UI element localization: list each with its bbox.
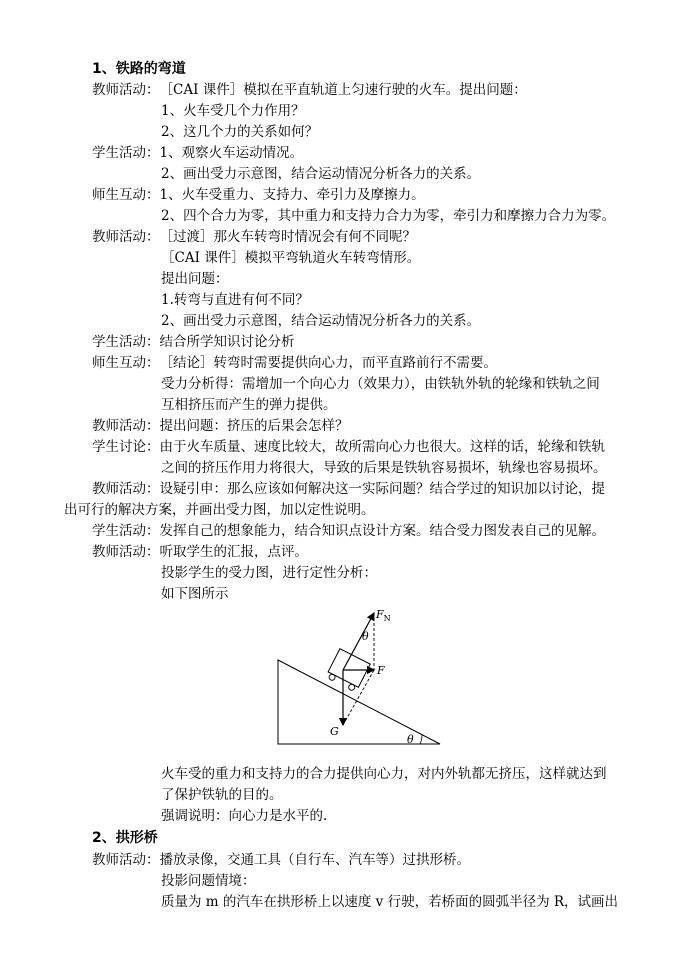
role-label: 师生互动： bbox=[92, 187, 160, 203]
line-text: 设疑引申：那么应该如何解决这一实际问题？结合学过的知识加以讨论，提 bbox=[159, 481, 605, 497]
line-text: 提出问题：挤压的后果会怎样？ bbox=[159, 418, 349, 434]
line-text: 1、观察火车运动情况。 bbox=[159, 145, 304, 161]
line-text: 发挥自己的想象能力，结合知识点设计方案。结合受力图发表自己的见解。 bbox=[159, 523, 605, 539]
role-label: 教师活动： bbox=[92, 481, 160, 497]
line-text: ［过渡］那火车转弯时情况会有何不同呢？ bbox=[159, 229, 416, 245]
line-teacher-3 bbox=[92, 416, 349, 436]
line-student-3 bbox=[92, 521, 605, 541]
heading-arch-bridge: 2、拱形桥 bbox=[92, 830, 158, 846]
line-student-1 bbox=[92, 143, 303, 163]
role-label: 学生讨论： bbox=[92, 439, 160, 455]
role-label: 学生活动： bbox=[92, 145, 160, 161]
line-teacher-6b: 投影问题情境： bbox=[161, 873, 256, 889]
label-theta-top: θ bbox=[362, 630, 369, 643]
train-block bbox=[325, 649, 370, 693]
role-label: 教师活动： bbox=[92, 418, 160, 434]
line-text: 结合所学知识讨论分析 bbox=[159, 334, 295, 350]
heading-railway-curve: 1、铁路的弯道 bbox=[92, 61, 186, 77]
conclusion-line-2: 了保护铁轨的目的。 bbox=[161, 787, 283, 803]
question-1: 1、火车受几个力作用？ bbox=[161, 103, 305, 119]
line-teacher-5b: 投影学生的受力图，进行定性分析： bbox=[161, 565, 377, 581]
line-text: ［结论］转弯时需要提供向心力，而平直路前行不需要。 bbox=[159, 355, 497, 371]
conclusion-line-3: 强调说明：向心力是水平的. bbox=[161, 808, 328, 824]
label-g: G bbox=[330, 725, 339, 738]
line-text: 由于火车质量、速度比较大，故所需向心力也很大。这样的话，轮缘和铁轨 bbox=[159, 439, 605, 455]
label-fn: $F_N$ bbox=[376, 608, 391, 623]
line-interaction-1b: 2、四个合力为零，其中重力和支持力合力为零，牵引力和摩擦力合力为零。 bbox=[161, 208, 616, 224]
line-teacher-2c: 提出问题： bbox=[161, 271, 229, 287]
role-label: 教师活动： bbox=[92, 82, 160, 98]
role-label: 教师活动： bbox=[92, 852, 160, 868]
line-teacher-2e: 2、画出受力示意图，结合运动情况分析各力的关系。 bbox=[161, 313, 481, 329]
line-student-discuss-b: 之间的挤压作用力将很大，导致的后果是铁轨容易损坏，轨缘也容易损坏。 bbox=[161, 460, 607, 476]
line-interaction-2c: 互相挤压而产生的弹力提供。 bbox=[161, 397, 337, 413]
line-teacher-2 bbox=[92, 227, 416, 247]
role-label: 教师活动： bbox=[92, 229, 160, 245]
line-teacher-1 bbox=[92, 80, 527, 100]
force-diagram bbox=[270, 602, 450, 752]
label-theta-bottom: θ bbox=[407, 733, 414, 746]
line-interaction-2b: 受力分析得：需增加一个向心力（效果力），由铁轨外轨的轮缘和铁轨之间 bbox=[161, 376, 600, 392]
line-teacher-4b: 出可行的解决方案，并画出受力图，加以定性说明。 bbox=[64, 502, 375, 518]
line-teacher-6 bbox=[92, 850, 470, 870]
line-teacher-5c: 如下图所示 bbox=[161, 586, 229, 602]
question-2: 2、这几个力的关系如何？ bbox=[161, 124, 319, 140]
line-text: 播放录像，交通工具（自行车、汽车等）过拱形桥。 bbox=[159, 852, 470, 868]
line-student-1b: 2、画出受力示意图，结合运动情况分析各力的关系。 bbox=[161, 166, 481, 182]
label-f: F bbox=[377, 664, 385, 677]
line-text: 1、火车受重力、支持力、牵引力及摩擦力。 bbox=[159, 187, 425, 203]
line-interaction-2 bbox=[92, 353, 497, 373]
line-teacher-2d: 1.转弯与直进有何不同？ bbox=[161, 292, 309, 308]
role-label: 学生活动： bbox=[92, 523, 160, 539]
line-teacher-5 bbox=[92, 542, 308, 562]
line-student-2 bbox=[92, 332, 295, 352]
line-teacher-6c: 质量为 m 的汽车在拱形桥上以速度 v 行驶，若桥面的圆弧半径为 R，试画出 bbox=[161, 894, 619, 910]
line-teacher-4 bbox=[92, 479, 605, 499]
theta-arc bbox=[420, 735, 422, 744]
line-text: 听取学生的汇报，点评。 bbox=[159, 544, 308, 560]
line-interaction-1 bbox=[92, 185, 425, 205]
role-label: 学生活动： bbox=[92, 334, 160, 350]
role-label: 教师活动： bbox=[92, 544, 160, 560]
line-text: ［CAI 课件］模拟在平直轨道上匀速行驶的火车。提出问题： bbox=[159, 82, 527, 98]
role-label: 师生互动： bbox=[92, 355, 160, 371]
line-teacher-2b: ［CAI 课件］模拟平弯轨道火车转弯情形。 bbox=[161, 250, 421, 266]
line-student-discuss bbox=[92, 437, 605, 457]
conclusion-line-1: 火车受的重力和支持力的合力提供向心力，对内外轨都无挤压，这样就达到 bbox=[161, 766, 607, 782]
